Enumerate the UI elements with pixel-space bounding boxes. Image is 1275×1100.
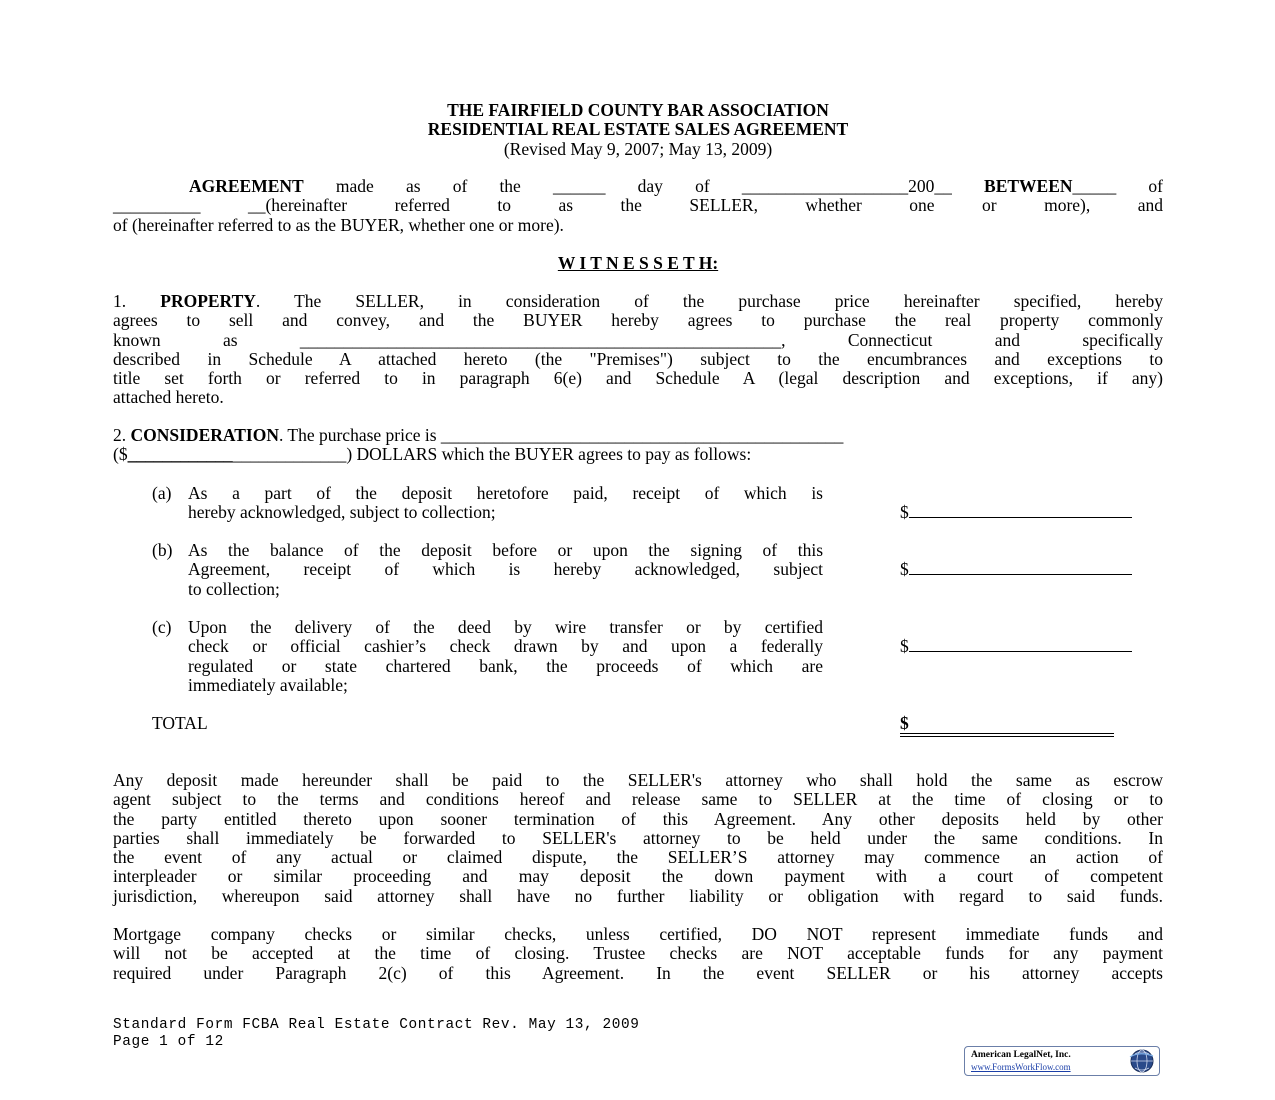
consideration-line-2: ($_________________________) DOLLARS which the BUYER agrees to pay as follows: bbox=[113, 444, 752, 465]
witnesseth-heading: W I T N E S S E T H: bbox=[557, 253, 719, 273]
amount-field-c[interactable]: $ bbox=[900, 637, 1132, 656]
title-association: THE FAIRFIELD COUNTY BAR ASSOCIATION bbox=[447, 100, 829, 120]
payment-item-a: (a) As a part of the deposit heretofore paid, receipt of which is hereby acknowledged, subject to collection; bbox=[152, 483, 823, 523]
title-revised: (Revised May 9, 2007; May 13, 2009) bbox=[503, 139, 773, 159]
footer-form-line: Standard Form FCBA Real Estate Contract Rev. May 13, 2009 bbox=[113, 1017, 640, 1033]
mortgage-paragraph: Mortgage company checks or similar checks, unless certified, DO NOT represent immediate funds and will not be accepted at the time of closing. Trustee checks are NOT acceptable funds for any payment required under Paragraph 2(c) of this Agreement. In the event SELLER or his attorney accepts bbox=[113, 924, 1163, 983]
american-legalnet-logo[interactable] bbox=[964, 1046, 1160, 1076]
property-heading: PROPERTY bbox=[160, 291, 256, 311]
consideration-line-1: 2. CONSIDERATION. The purchase price is ______________________________________________ bbox=[113, 425, 844, 445]
payment-item-c: (c) Upon the delivery of the deed by wire transfer or by certified check or official cashier’s check drawn by and upon a federally regulated or state chartered bank, the proceeds of which are immediately available; bbox=[152, 617, 823, 695]
between-label: BETWEEN bbox=[984, 176, 1073, 196]
section-property bbox=[113, 292, 1163, 408]
amount-field-a[interactable]: $ bbox=[900, 503, 1132, 522]
intro-paragraph bbox=[113, 177, 1163, 235]
property-line-3: known as _______________________________________________________, Connecticut and specifically bbox=[113, 329, 1163, 350]
section-consideration bbox=[113, 426, 1163, 465]
intro-line-1: AGREEMENT made as of the ______ day of ___________________200__ BETWEEN_____ of bbox=[189, 176, 1164, 196]
logo-company-name: American LegalNet, Inc. bbox=[971, 1050, 1071, 1060]
property-line-4: described in Schedule A attached hereto (the "Premises") subject to the encumbrances and exceptions to bbox=[113, 348, 1163, 369]
footer-page-number: Page 1 of 12 bbox=[113, 1034, 224, 1050]
intro-line-3: of (hereinafter referred to as the BUYER, whether one or more). bbox=[113, 214, 564, 235]
intro-line-2: __________ __(hereinafter referred to as the SELLER, whether one or more), and bbox=[113, 195, 1163, 216]
total-amount-field[interactable]: $ bbox=[900, 714, 1114, 737]
title-agreement: RESIDENTIAL REAL ESTATE SALES AGREEMENT bbox=[427, 119, 849, 139]
consideration-heading: CONSIDERATION bbox=[130, 425, 279, 445]
total-label: TOTAL bbox=[152, 713, 208, 733]
property-line-5: title set forth or referred to in paragraph 6(e) and Schedule A (legal description and exceptions, if any) bbox=[113, 368, 1163, 389]
logo-url-link[interactable]: www.FormsWorkFlow.com bbox=[971, 1062, 1071, 1072]
payment-item-b: (b) As the balance of the deposit before or upon the signing of this Agreement, receipt of which is hereby acknowledged, subject to collection; bbox=[152, 540, 823, 599]
property-line-2: agrees to sell and convey, and the BUYER hereby agrees to purchase the real property commonly bbox=[113, 310, 1163, 331]
deposit-paragraph: Any deposit made hereunder shall be paid to the SELLER's attorney who shall hold the same as escrow agent subject to the terms and conditions hereof and release same to SELLER at the time of closing or to the party entitled thereto upon sooner termination of this Agreement. Any other deposits held by other parties shall immediately be forwarded to SELLER's attorney to be held under the same conditions. In the event of any actual or claimed dispute, the SELLER’S attorney may commence an action of interpleader or similar proceeding and may deposit the down payment with a court of competent jurisdiction, whereupon said attorney shall have no further liability or obligation with regard to said funds. bbox=[113, 770, 1163, 906]
amount-field-b[interactable]: $ bbox=[900, 560, 1132, 579]
globe-icon bbox=[1127, 1048, 1157, 1074]
agreement-label: AGREEMENT bbox=[189, 176, 304, 196]
property-line-1: 1. PROPERTY. The SELLER, in consideration of the purchase price hereinafter specified, hereby bbox=[113, 291, 1163, 311]
property-line-6: attached hereto. bbox=[113, 387, 224, 408]
